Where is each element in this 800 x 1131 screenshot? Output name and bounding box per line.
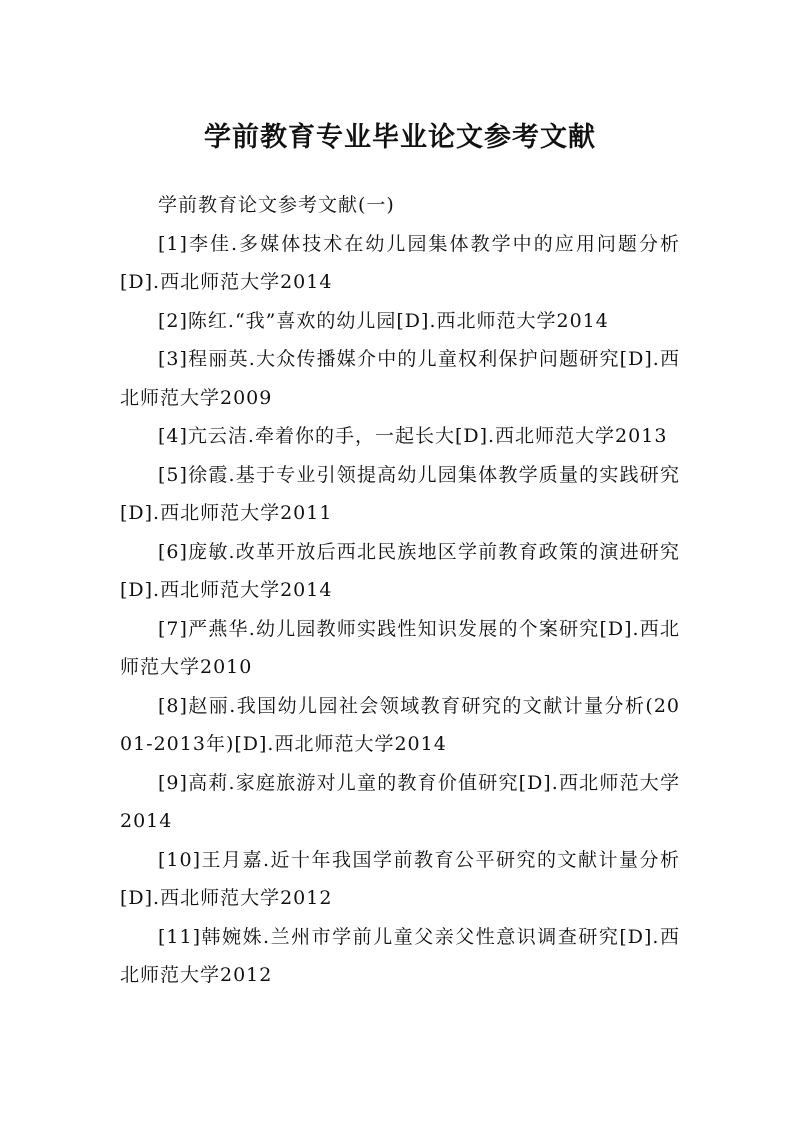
reference-item: [5]徐霞.基于专业引领提高幼儿园集体教学质量的实践研究[D].西北师范大学2011 <box>120 463 680 524</box>
reference-item: [9]高莉.家庭旅游对儿童的教育价值研究[D].西北师范大学2014 <box>120 771 680 832</box>
reference-list <box>120 225 680 995</box>
reference-item: [10]王月嘉.近十年我国学前教育公平研究的文献计量分析[D].西北师范大学2012 <box>120 848 680 909</box>
reference-item: [4]亢云洁.牵着你的手，一起长大[D].西北师范大学2013 <box>158 425 668 447</box>
reference-item: [7]严燕华.幼儿园教师实践性知识发展的个案研究[D].西北师范大学2010 <box>120 617 680 678</box>
reference-item: [3]程丽英.大众传播媒介中的儿童权利保护问题研究[D].西北师范大学2009 <box>120 348 680 409</box>
reference-item: [11]韩婉姝.兰州市学前儿童父亲父性意识调查研究[D].西北师范大学2012 <box>120 925 680 986</box>
reference-item: [1]李佳.多媒体技术在幼儿园集体教学中的应用问题分析[D].西北师范大学2014 <box>120 232 680 293</box>
section-heading: 学前教育论文参考文献(一) <box>158 194 395 216</box>
reference-item: [8]赵丽.我国幼儿园社会领域教育研究的文献计量分析(2001-2013年)[D].西北师范大学2014 <box>120 694 680 755</box>
reference-item: [2]陈红.“我”喜欢的幼儿园[D].西北师范大学2014 <box>158 309 609 332</box>
reference-item: [6]庞敏.改革开放后西北民族地区学前教育政策的演进研究[D].西北师范大学2014 <box>120 540 680 601</box>
document-body <box>120 186 680 995</box>
document-title: 学前教育专业毕业论文参考文献 <box>204 122 596 154</box>
